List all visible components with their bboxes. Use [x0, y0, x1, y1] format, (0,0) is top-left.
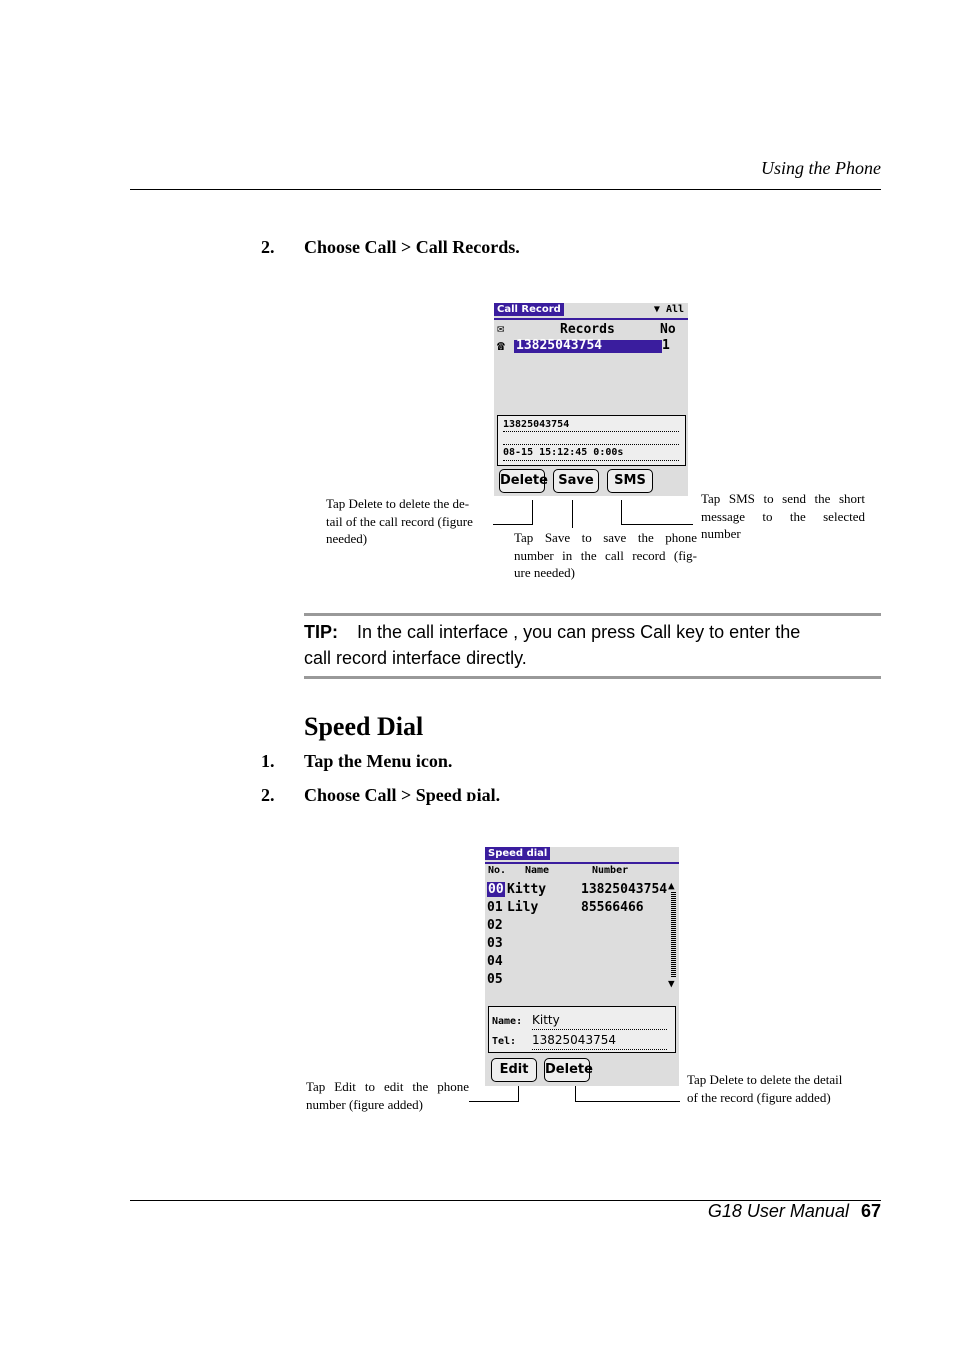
row-name: Lily [507, 900, 539, 915]
phone-icon: ☎ [497, 339, 505, 354]
caption-line: Tap Delete to delete the detail [687, 1072, 843, 1087]
page-footer [708, 1201, 881, 1222]
row-no: 00 [488, 882, 504, 897]
callout-line-edit [469, 1101, 519, 1102]
caption-save [514, 529, 697, 582]
col-no: No. [488, 865, 507, 876]
scrollbar[interactable] [667, 880, 679, 990]
caption-line: Tap Save to save the phone [514, 530, 697, 545]
step-text: Choose Call > Speed ᴅial. [304, 785, 501, 805]
speed-dial-row[interactable] [487, 936, 667, 954]
callout-line-delete [532, 500, 533, 524]
caption-line: number in the call record (fig- [514, 547, 697, 563]
tip-label: TIP: [304, 622, 338, 642]
speed-dial-screen [485, 847, 679, 1086]
caption-line: number [701, 526, 741, 541]
caption-edit [306, 1078, 469, 1113]
delete-button[interactable]: Delete [499, 469, 545, 493]
step-text: Tap the Menu icon. [304, 751, 453, 771]
row-name: Kitty [507, 882, 547, 897]
callout-line-delete [575, 1101, 680, 1102]
caption-line: number (figure added) [306, 1096, 423, 1112]
caption-delete-detail [687, 1071, 867, 1106]
col-records: Records [560, 322, 615, 337]
edit-button[interactable]: Edit [491, 1058, 537, 1082]
page-number: 67 [860, 1201, 881, 1221]
manual-title: G18 User Manual [707, 1201, 849, 1221]
tip-line-2: call record interface directly. [304, 648, 527, 668]
record-count: 1 [662, 338, 670, 353]
tip-line-1 [304, 619, 864, 645]
caption-line: needed) [326, 531, 368, 546]
step-number: 2. [261, 785, 275, 805]
caption-delete [326, 495, 490, 548]
caption-line: Tap Delete to delete the de- [326, 496, 470, 511]
record-detail-box [497, 415, 686, 466]
scroll-up-arrow-icon[interactable]: ▲ [668, 879, 675, 892]
tip-text: In the call interface , you can press Call key to enter the [357, 622, 801, 642]
caption-line: of the record (figure added) [687, 1089, 831, 1105]
delete-button[interactable]: Delete [544, 1058, 590, 1082]
col-name: Name [525, 865, 550, 876]
row-number: 13825043754 [581, 882, 668, 897]
tel-field[interactable]: 13825043754 [532, 1033, 616, 1047]
row-no: 02 [487, 918, 503, 933]
caption-line: tail of the call record (figure [326, 513, 473, 529]
row-number: 85566466 [581, 900, 644, 915]
running-header: Using the Phone [761, 158, 881, 178]
col-no: No [660, 322, 676, 337]
tel-label: Tel: [492, 1036, 517, 1047]
filter-dropdown[interactable] [654, 304, 684, 315]
header-rule [130, 189, 881, 190]
callout-line-sms [621, 524, 693, 525]
callout-line-save [572, 500, 573, 528]
caption-line: Tap SMS to send the short [701, 491, 865, 506]
envelope-icon: ✉ [497, 321, 505, 335]
row-no: 03 [487, 936, 503, 951]
row-no: 05 [487, 972, 503, 987]
name-field[interactable]: Kitty [532, 1013, 560, 1027]
callout-line-sms [621, 500, 622, 524]
step-number: 2. [261, 237, 275, 257]
caption-line: Tap Edit to edit the phone [306, 1079, 469, 1094]
step-number: 1. [261, 751, 275, 771]
speed-dial-row[interactable] [487, 954, 667, 972]
col-number: Number [592, 865, 629, 876]
speed-dial-row[interactable] [487, 918, 667, 936]
step-text: Choose Call > Call Records. [304, 237, 520, 257]
entry-detail-box [488, 1006, 676, 1053]
callout-line-delete [493, 524, 533, 525]
tel-underline [532, 1049, 667, 1050]
name-label: Name: [492, 1016, 523, 1027]
detail-dotline [503, 444, 679, 445]
row-no: 01 [487, 900, 503, 915]
selected-record-row[interactable] [514, 340, 662, 353]
detail-time: 08-15 15:12:45 0:00s [503, 447, 624, 458]
record-number: 13825043754 [516, 338, 603, 353]
callout-line-edit [518, 1086, 519, 1101]
title-underline [485, 862, 679, 864]
caption-sms [701, 490, 865, 543]
section-title: Speed Dial [304, 712, 424, 741]
sms-button[interactable]: SMS [607, 469, 653, 493]
scroll-track[interactable] [671, 892, 676, 978]
dropdown-arrow-icon: ▼ [653, 304, 660, 315]
scroll-down-arrow-icon[interactable]: ▼ [668, 977, 675, 990]
name-underline [532, 1029, 667, 1030]
detail-dotline [503, 431, 679, 432]
callout-line-delete [575, 1086, 576, 1101]
speed-dial-row[interactable] [487, 972, 667, 990]
detail-number: 13825043754 [503, 419, 570, 430]
call-record-screen [494, 303, 688, 496]
screen-title: Call Record [494, 303, 564, 316]
screen-title: Speed dial [485, 847, 550, 860]
save-button[interactable]: Save [553, 469, 599, 493]
filter-value: All [665, 304, 684, 315]
speed-dial-row[interactable] [487, 900, 667, 918]
caption-line: ure needed) [514, 565, 575, 580]
tip-box [304, 613, 881, 679]
detail-dotline [503, 460, 679, 461]
speed-dial-row[interactable] [487, 882, 667, 900]
row-no: 04 [487, 954, 503, 969]
title-underline [494, 318, 688, 320]
caption-line: message to the selected [701, 508, 865, 524]
